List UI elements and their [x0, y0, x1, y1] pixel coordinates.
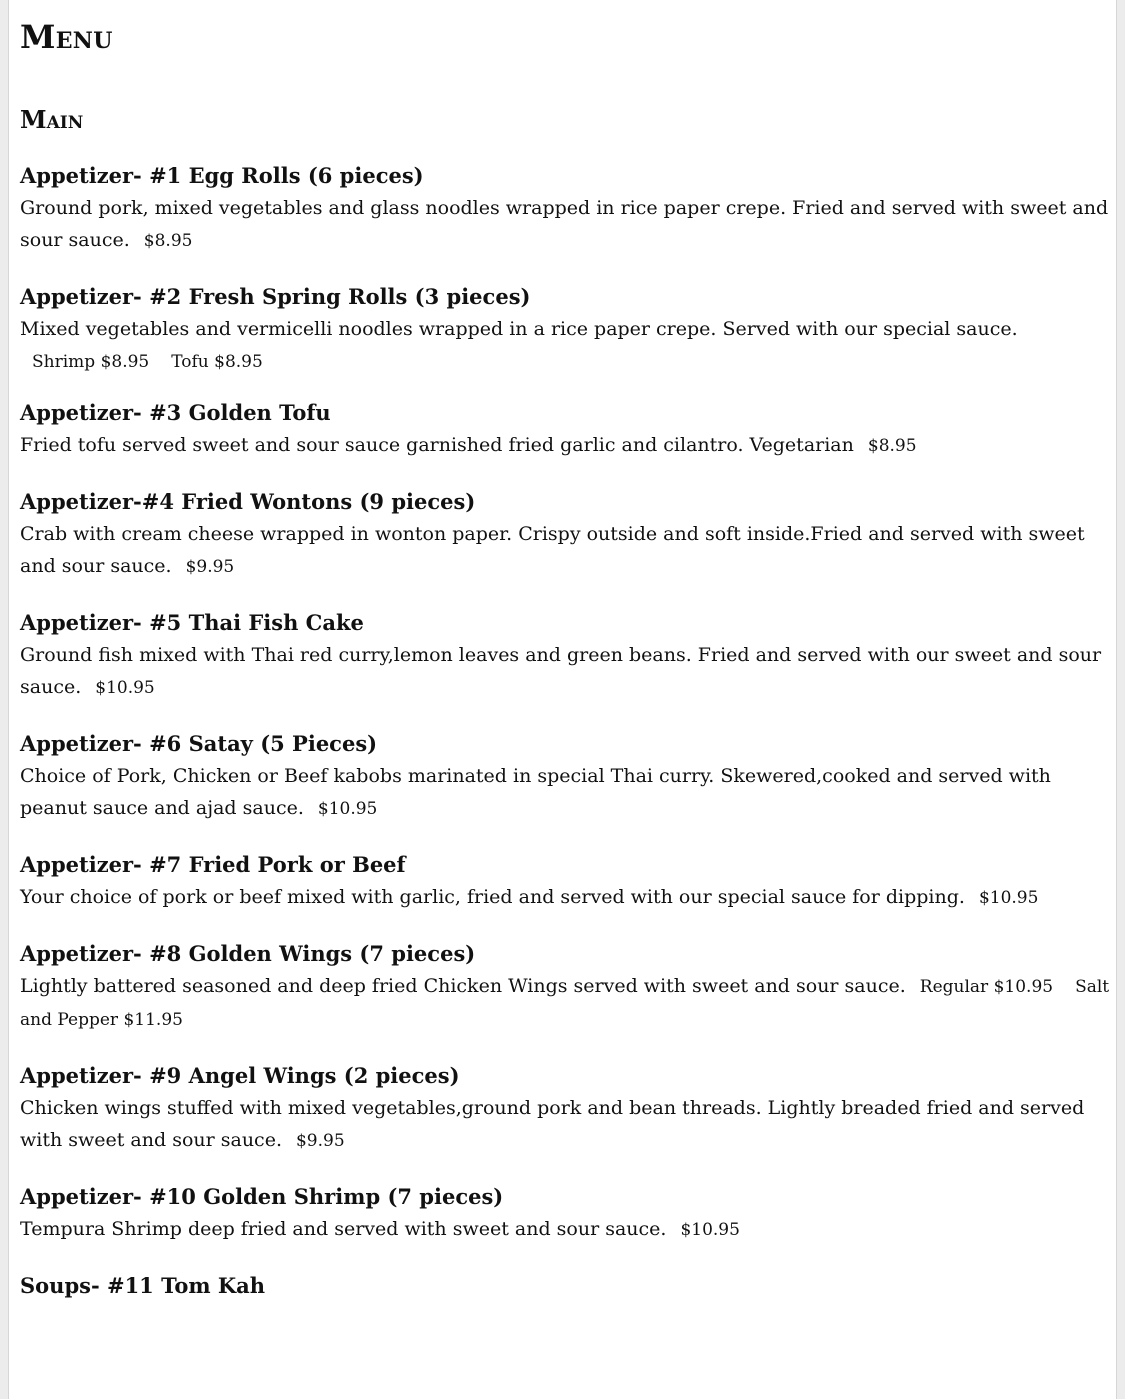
- item-description-text: Fried tofu served sweet and sour sauce garnished fried garlic and cilantro. Vegetarian: [20, 434, 854, 456]
- item-description-text: Choice of Pork, Chicken or Beef kabobs marinated in special Thai curry. Skewered,cooked and served with peanut sauce and ajad sauce.: [20, 765, 1051, 819]
- item-price: $9.95: [295, 1131, 345, 1151]
- item-description: [20, 760, 1112, 825]
- item-price: $8.95: [143, 231, 193, 251]
- menu-item: [20, 397, 1112, 462]
- menu-item: [20, 938, 1112, 1036]
- menu-item: [20, 1060, 1112, 1157]
- item-name: Appetizer- #2 Fresh Spring Rolls (3 pieces): [20, 284, 531, 309]
- menu-item: [20, 607, 1112, 704]
- item-description: [20, 518, 1112, 583]
- item-name: Soups- #11 Tom Kah: [20, 1273, 265, 1298]
- item-description: [20, 1213, 1112, 1246]
- item-price: $9.95: [185, 557, 235, 577]
- item-name: Appetizer- #10 Golden Shrimp (7 pieces): [20, 1184, 504, 1209]
- item-name: Appetizer- #5 Thai Fish Cake: [20, 610, 364, 635]
- item-name: Appetizer- #7 Fried Pork or Beef: [20, 852, 406, 877]
- item-description: Mixed vegetables and vermicelli noodles wrapped in a rice paper crepe. Served with our special sauce.: [20, 318, 1018, 340]
- menu-page: [8, 0, 1117, 1399]
- menu-item: [20, 1270, 1112, 1302]
- item-description-text: Ground pork, mixed vegetables and glass noodles wrapped in rice paper crepe. Fried and served with sweet and sour sauce.: [20, 197, 1109, 251]
- item-options: [20, 345, 1112, 379]
- item-option: Regular $10.95: [919, 977, 1054, 997]
- menu-item: [20, 160, 1112, 257]
- item-name: Appetizer- #3 Golden Tofu: [20, 400, 331, 425]
- menu-item: [20, 728, 1112, 825]
- item-description-text: Crab with cream cheese wrapped in wonton paper. Crispy outside and soft inside.Fried and served with sweet and sour sauce.: [20, 523, 1085, 577]
- item-option: Shrimp $8.95: [32, 352, 150, 372]
- item-description: [20, 1092, 1112, 1157]
- menu-item: [20, 1181, 1112, 1246]
- item-description: [20, 429, 1112, 462]
- item-option: Tofu $8.95: [171, 352, 263, 372]
- item-description-text: Tempura Shrimp deep fried and served with sweet and sour sauce.: [20, 1218, 667, 1240]
- item-description-text: Ground fish mixed with Thai red curry,lemon leaves and green beans. Fried and served with our sweet and sour sauce.: [20, 644, 1102, 698]
- item-name: Appetizer- #6 Satay (5 Pieces): [20, 731, 378, 756]
- menu-item: [20, 281, 1112, 379]
- item-description: [20, 970, 1112, 1036]
- menu-items: [20, 160, 1112, 1302]
- item-description-text: Lightly battered seasoned and deep fried Chicken Wings served with sweet and sour sauce.: [20, 975, 906, 997]
- item-price: $10.95: [317, 799, 378, 819]
- item-price: $10.95: [95, 678, 155, 698]
- item-description: [20, 881, 1112, 914]
- item-price: $10.95: [680, 1220, 740, 1240]
- item-description-text: Your choice of pork or beef mixed with garlic, fried and served with our special sauce for dipping.: [20, 886, 965, 908]
- item-description: [20, 192, 1112, 257]
- section-title: Main: [20, 105, 84, 134]
- item-price: $8.95: [867, 436, 917, 456]
- item-name: Appetizer- #8 Golden Wings (7 pieces): [20, 941, 476, 966]
- item-name: Appetizer-#4 Fried Wontons (9 pieces): [20, 489, 476, 514]
- menu-title: Menu: [20, 18, 113, 56]
- item-name: Appetizer- #1 Egg Rolls (6 pieces): [20, 163, 424, 188]
- item-price: $10.95: [978, 888, 1039, 908]
- menu-item: [20, 849, 1112, 914]
- item-description-text: Chicken wings stuffed with mixed vegetables,ground pork and bean threads. Lightly breaded fried and served with sweet and sour sauce.: [20, 1097, 1085, 1151]
- item-name: Appetizer- #9 Angel Wings (2 pieces): [20, 1063, 460, 1088]
- item-option: Salt and Pepper $11.95: [20, 977, 1110, 1030]
- menu-item: [20, 486, 1112, 583]
- item-description: [20, 639, 1112, 704]
